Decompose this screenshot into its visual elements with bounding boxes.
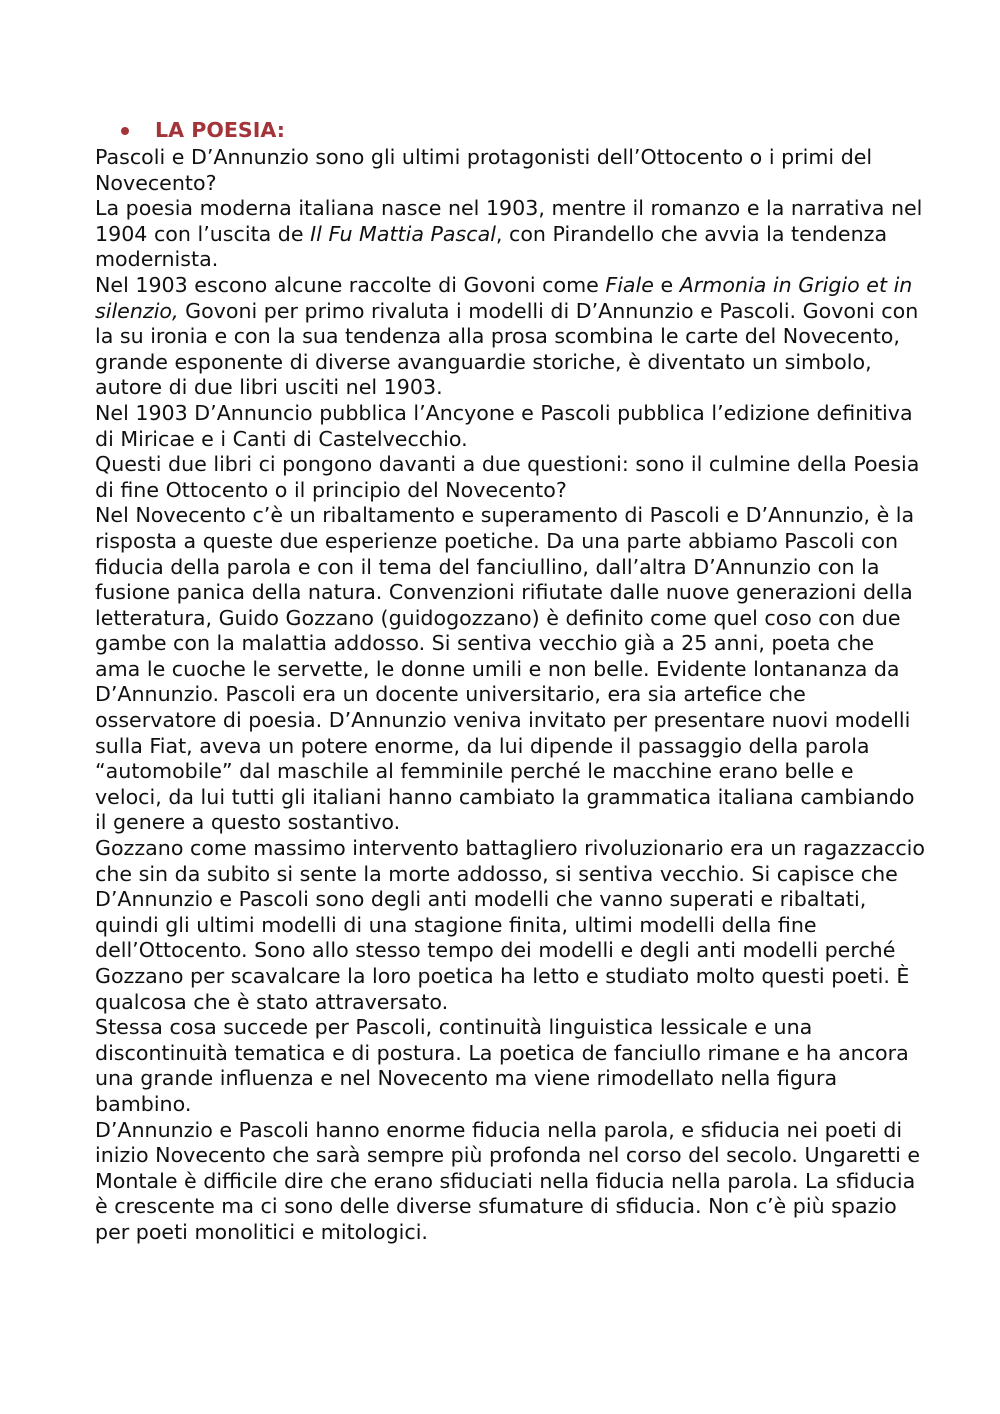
document-body	[95, 117, 925, 1246]
paragraph-2-text-a: La poesia moderna italiana nasce nel 1903, mentre il romanzo e la narrativa nel 1904 con l’uscita de	[95, 196, 923, 246]
paragraph-9: D’Annunzio e Pascoli hanno enorme fiducia nella parola, e sfiducia nei poeti di inizio Novecento che sarà sempre più profonda nel corso del secolo. Ungaretti e Montale è difficile dire che erano sfiduciati nella fiducia nella parola. La sfiducia è crescente ma ci sono delle diverse sfumature di sfiducia. Non c’è più spazio per poeti monolitici e mitologici.	[95, 1117, 921, 1244]
paragraph-8: Stessa cosa succede per Pascoli, continuità linguistica lessicale e una discontinuità tematica e di postura. La poetica de fanciullo rimane e ha ancora una grande influenza e nel Novecento ma viene rimodellato nella figura bambino.	[95, 1015, 909, 1116]
paragraph-1: Pascoli e D’Annunzio sono gli ultimi protagonisti dell’Ottocento o i primi del Novecento?	[95, 145, 873, 195]
paragraph-4: Nel 1903 D’Annuncio pubblica l’Ancyone e Pascoli pubblica l’edizione definitiva di Miricae e i Canti di Castelvecchio.	[95, 400, 913, 451]
paragraph-7: Gozzano come massimo intervento battagliero rivoluzionario era un ragazzaccio che sin da subito si sente la morte addosso, si sentiva vecchio. Si capisce che D’Annunzio e Pascoli sono degli anti modelli che vanno superati e ribaltati, quindi gli ultimi modelli di una stagione finita, ultimi modelli della fine dell’Ottocento. Sono allo stesso tempo dei modelli e degli anti modelli perché Gozzano per scavalcare la loro poetica ha letto e studiato molto questi poeti. È qualcosa che è stato attraversato.	[95, 836, 926, 1014]
paragraph-5: Questi due libri ci pongono davanti a due questioni: sono il culmine della Poesia di fine Ottocento o il principio del Novecento?	[95, 452, 920, 502]
paragraph-3-text-a: Nel 1903 escono alcune raccolte di Govoni come	[95, 272, 606, 297]
bullet-icon	[121, 127, 129, 135]
paragraph-2-text-b: , con Pirandello che avvia la tendenza modernista.	[95, 221, 888, 272]
paragraph-3-italic-title-2: Armonia in Grigio et in silenzio,	[95, 272, 913, 323]
paragraph-6: Nel Novecento c’è un ribaltamento e superamento di Pascoli e D’Annunzio, è la risposta a queste due esperienze poetiche. Da una parte abbiamo Pascoli con fiducia della parola e con il tema del fanciullino, dall’altra D’Annunzio con la fusione panica della natura. Convenzioni rifiutate dalle nuove generazioni della letteratura, Guido Gozzano (guidogozzano) è definito come quel coso con due gambe con la malattia addosso. Si sentiva vecchio già a 25 anni, poeta che ama le cuoche le servette, le donne umili e non belle. Evidente lontananza da D’Annunzio. Pascoli era un docente universitario, era sia artefice che osservatore di poesia. D’Annunzio veniva invitato per presentare nuovi modelli sulla Fiat, aveva un potere enorme, da lui dipende il passaggio della parola “automobile” dal maschile al femminile perché le macchine erano belle e veloci, da lui tutti gli italiani hanno cambiato la grammatica italiana cambiando il genere a questo sostantivo.	[95, 503, 915, 835]
section-heading-text: LA POESIA:	[155, 118, 285, 143]
paragraph-3-italic-title-1: Fiale	[605, 272, 654, 297]
paragraph-3-text-c: Govoni per primo rivaluta i modelli di D’Annunzio e Pascoli. Govoni con la su ironia e con la sua tendenza alla prosa scombina le carte del Novecento, grande esponente di diverse avanguardie storiche, è diventato un simbolo, autore di due libri usciti nel 1903.	[95, 298, 919, 400]
paragraph-3-text-b: e	[653, 272, 680, 297]
section-heading	[121, 117, 925, 145]
paragraph-2	[95, 196, 925, 273]
paragraph-2-italic-title: Il Fu Mattia Pascal	[310, 221, 496, 246]
paragraph-3	[95, 273, 925, 401]
